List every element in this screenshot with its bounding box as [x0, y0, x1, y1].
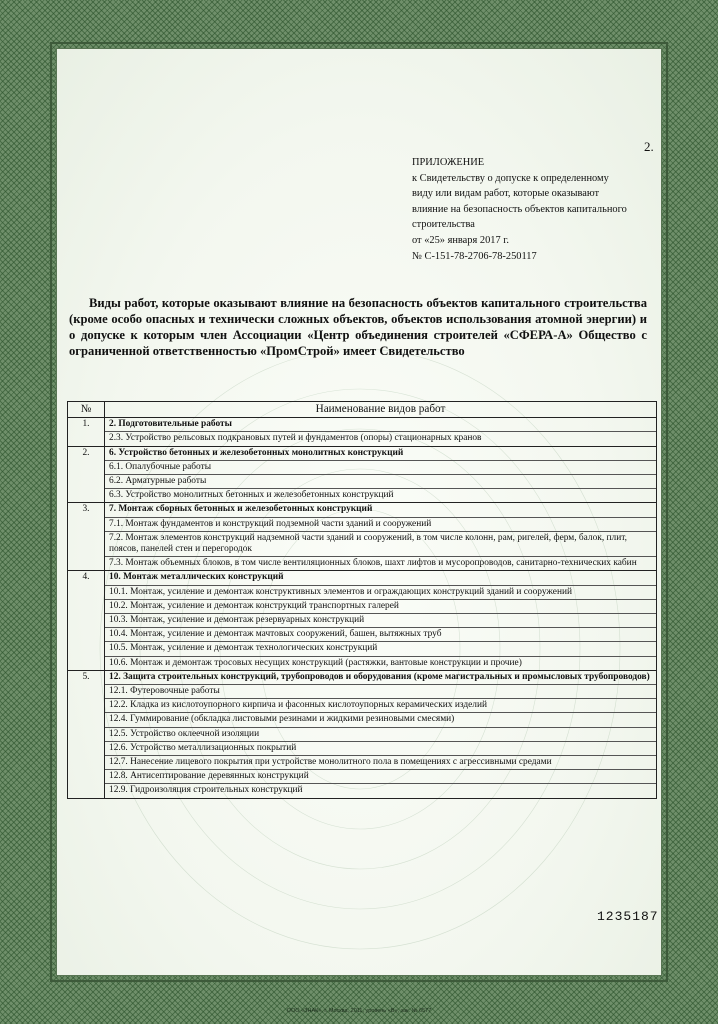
works-heading: Виды работ, которые оказывают влияние на безопасность объектов капитального строительства (кроме особо опасных и технически сложных объектов, объектов использования атомной энергии) и о допуске к которым член Ассоциации «Центр объединения строителей «СФЕРА-А» Общество с ограниченной ответственностью «ПромСтрой» имеет Свидетельство [69, 296, 647, 358]
certificate-page [56, 48, 662, 976]
work-item: 6.2. Арматурные работы [105, 475, 656, 489]
appendix-line: к Свидетельству о допуске к определенному [412, 172, 609, 184]
column-header-number: № [68, 402, 105, 418]
work-item: 7.3. Монтаж объемных блоков, в том числе вентиляционных блоков, шахт лифтов и мусоропроводов, санитарно-технических кабин [109, 558, 637, 569]
appendix-line: виду или видам работ, которые оказывают [412, 188, 599, 200]
work-group-title: 7. Монтаж сборных бетонных и железобетонных конструкций [105, 503, 656, 517]
table-row [68, 670, 657, 798]
work-group-title: 10. Монтаж металлических конструкций [105, 571, 656, 585]
work-item: 12.8. Антисептирование деревянных конструкций [105, 770, 656, 784]
work-item: 6.1. Опалубочные работы [105, 461, 656, 475]
work-item: 12.1. Футеровочные работы [105, 685, 656, 699]
work-item: 10.6. Монтаж и демонтаж тросовых несущих конструкций (растяжки, вантовые конструкции и прочие) [109, 657, 522, 668]
work-item: 10.4. Монтаж, усиление и демонтаж мачтовых сооружений, башен, вытяжных труб [105, 628, 656, 642]
work-group-cell [105, 503, 657, 571]
table-row [68, 503, 657, 571]
row-number: 5. [68, 670, 105, 798]
appendix-title: ПРИЛОЖЕНИЕ [412, 157, 485, 168]
certificate-number: № С-151-78-2706-78-250117 [412, 250, 537, 262]
work-item: 12.9. Гидроизоляция строительных конструкций [109, 785, 303, 796]
work-item: 10.2. Монтаж, усиление и демонтаж конструкций транспортных галерей [105, 600, 656, 614]
table-row [68, 571, 657, 670]
work-item: 6.3. Устройство монолитных бетонных и железобетонных конструкций [109, 490, 394, 501]
work-item: 12.5. Устройство оклеечной изоляции [105, 728, 656, 742]
work-group-cell [105, 418, 657, 446]
work-group-cell [105, 670, 657, 798]
table-row [68, 446, 657, 503]
works-table-body [68, 418, 657, 798]
work-item: 7.2. Монтаж элементов конструкций надземной части зданий и сооружений, в том числе колонн, рам, ригелей, ферм, балок, плит, поясов, панелей стен и перегородок [105, 532, 656, 557]
column-header-name: Наименование видов работ [105, 402, 657, 418]
appendix-block [412, 155, 662, 264]
work-item: 10.1. Монтаж, усиление и демонтаж конструктивных элементов и ограждающих конструкций зданий и сооружений [105, 586, 656, 600]
appendix-line: влияние на безопасность объектов капитального [412, 203, 627, 215]
work-item: 12.6. Устройство металлизационных покрытий [105, 742, 656, 756]
work-item: 10.3. Монтаж, усиление и демонтаж резервуарных конструкций [105, 614, 656, 628]
work-item: 10.5. Монтаж, усиление и демонтаж технологических конструкций [105, 642, 656, 656]
work-group-title: 6. Устройство бетонных и железобетонных монолитных конструкций [105, 447, 656, 461]
appendix-line: строительства [412, 219, 475, 231]
work-item: 12.2. Кладка из кислотоупорного кирпича и фасонных кислотоупорных керамических изделий [105, 699, 656, 713]
document-serial-number: 1235187 [597, 909, 659, 924]
work-group-title: 12. Защита строительных конструкций, трубопроводов и оборудования (кроме магистральных и промысловых трубопроводов) [105, 671, 656, 685]
works-table [67, 401, 657, 799]
table-header-row [68, 402, 657, 418]
printer-imprint: ООО «ЗНАК», г. Москва, 2011, уровень «В», зак. № 6577 [286, 1008, 432, 1014]
work-item: 7.1. Монтаж фундаментов и конструкций подземной части зданий и сооружений [105, 518, 656, 532]
work-item: 2.3. Устройство рельсовых подкрановых путей и фундаментов (опоры) стационарных кранов [109, 433, 482, 444]
work-group-title: 2. Подготовительные работы [105, 418, 656, 432]
appendix-date: от «25» января 2017 г. [412, 234, 509, 246]
work-group-cell [105, 571, 657, 670]
work-group-cell [105, 446, 657, 503]
table-row [68, 418, 657, 446]
row-number: 1. [68, 418, 105, 446]
work-item: 12.4. Гуммирование (обкладка листовыми резинами и жидкими резиновыми смесями) [105, 713, 656, 727]
row-number: 2. [68, 446, 105, 503]
row-number: 4. [68, 571, 105, 670]
row-number: 3. [68, 503, 105, 571]
page-number: 2. [644, 139, 654, 154]
work-item: 12.7. Нанесение лицевого покрытия при устройстве монолитного пола в помещениях с агрессивными средами [105, 756, 656, 770]
